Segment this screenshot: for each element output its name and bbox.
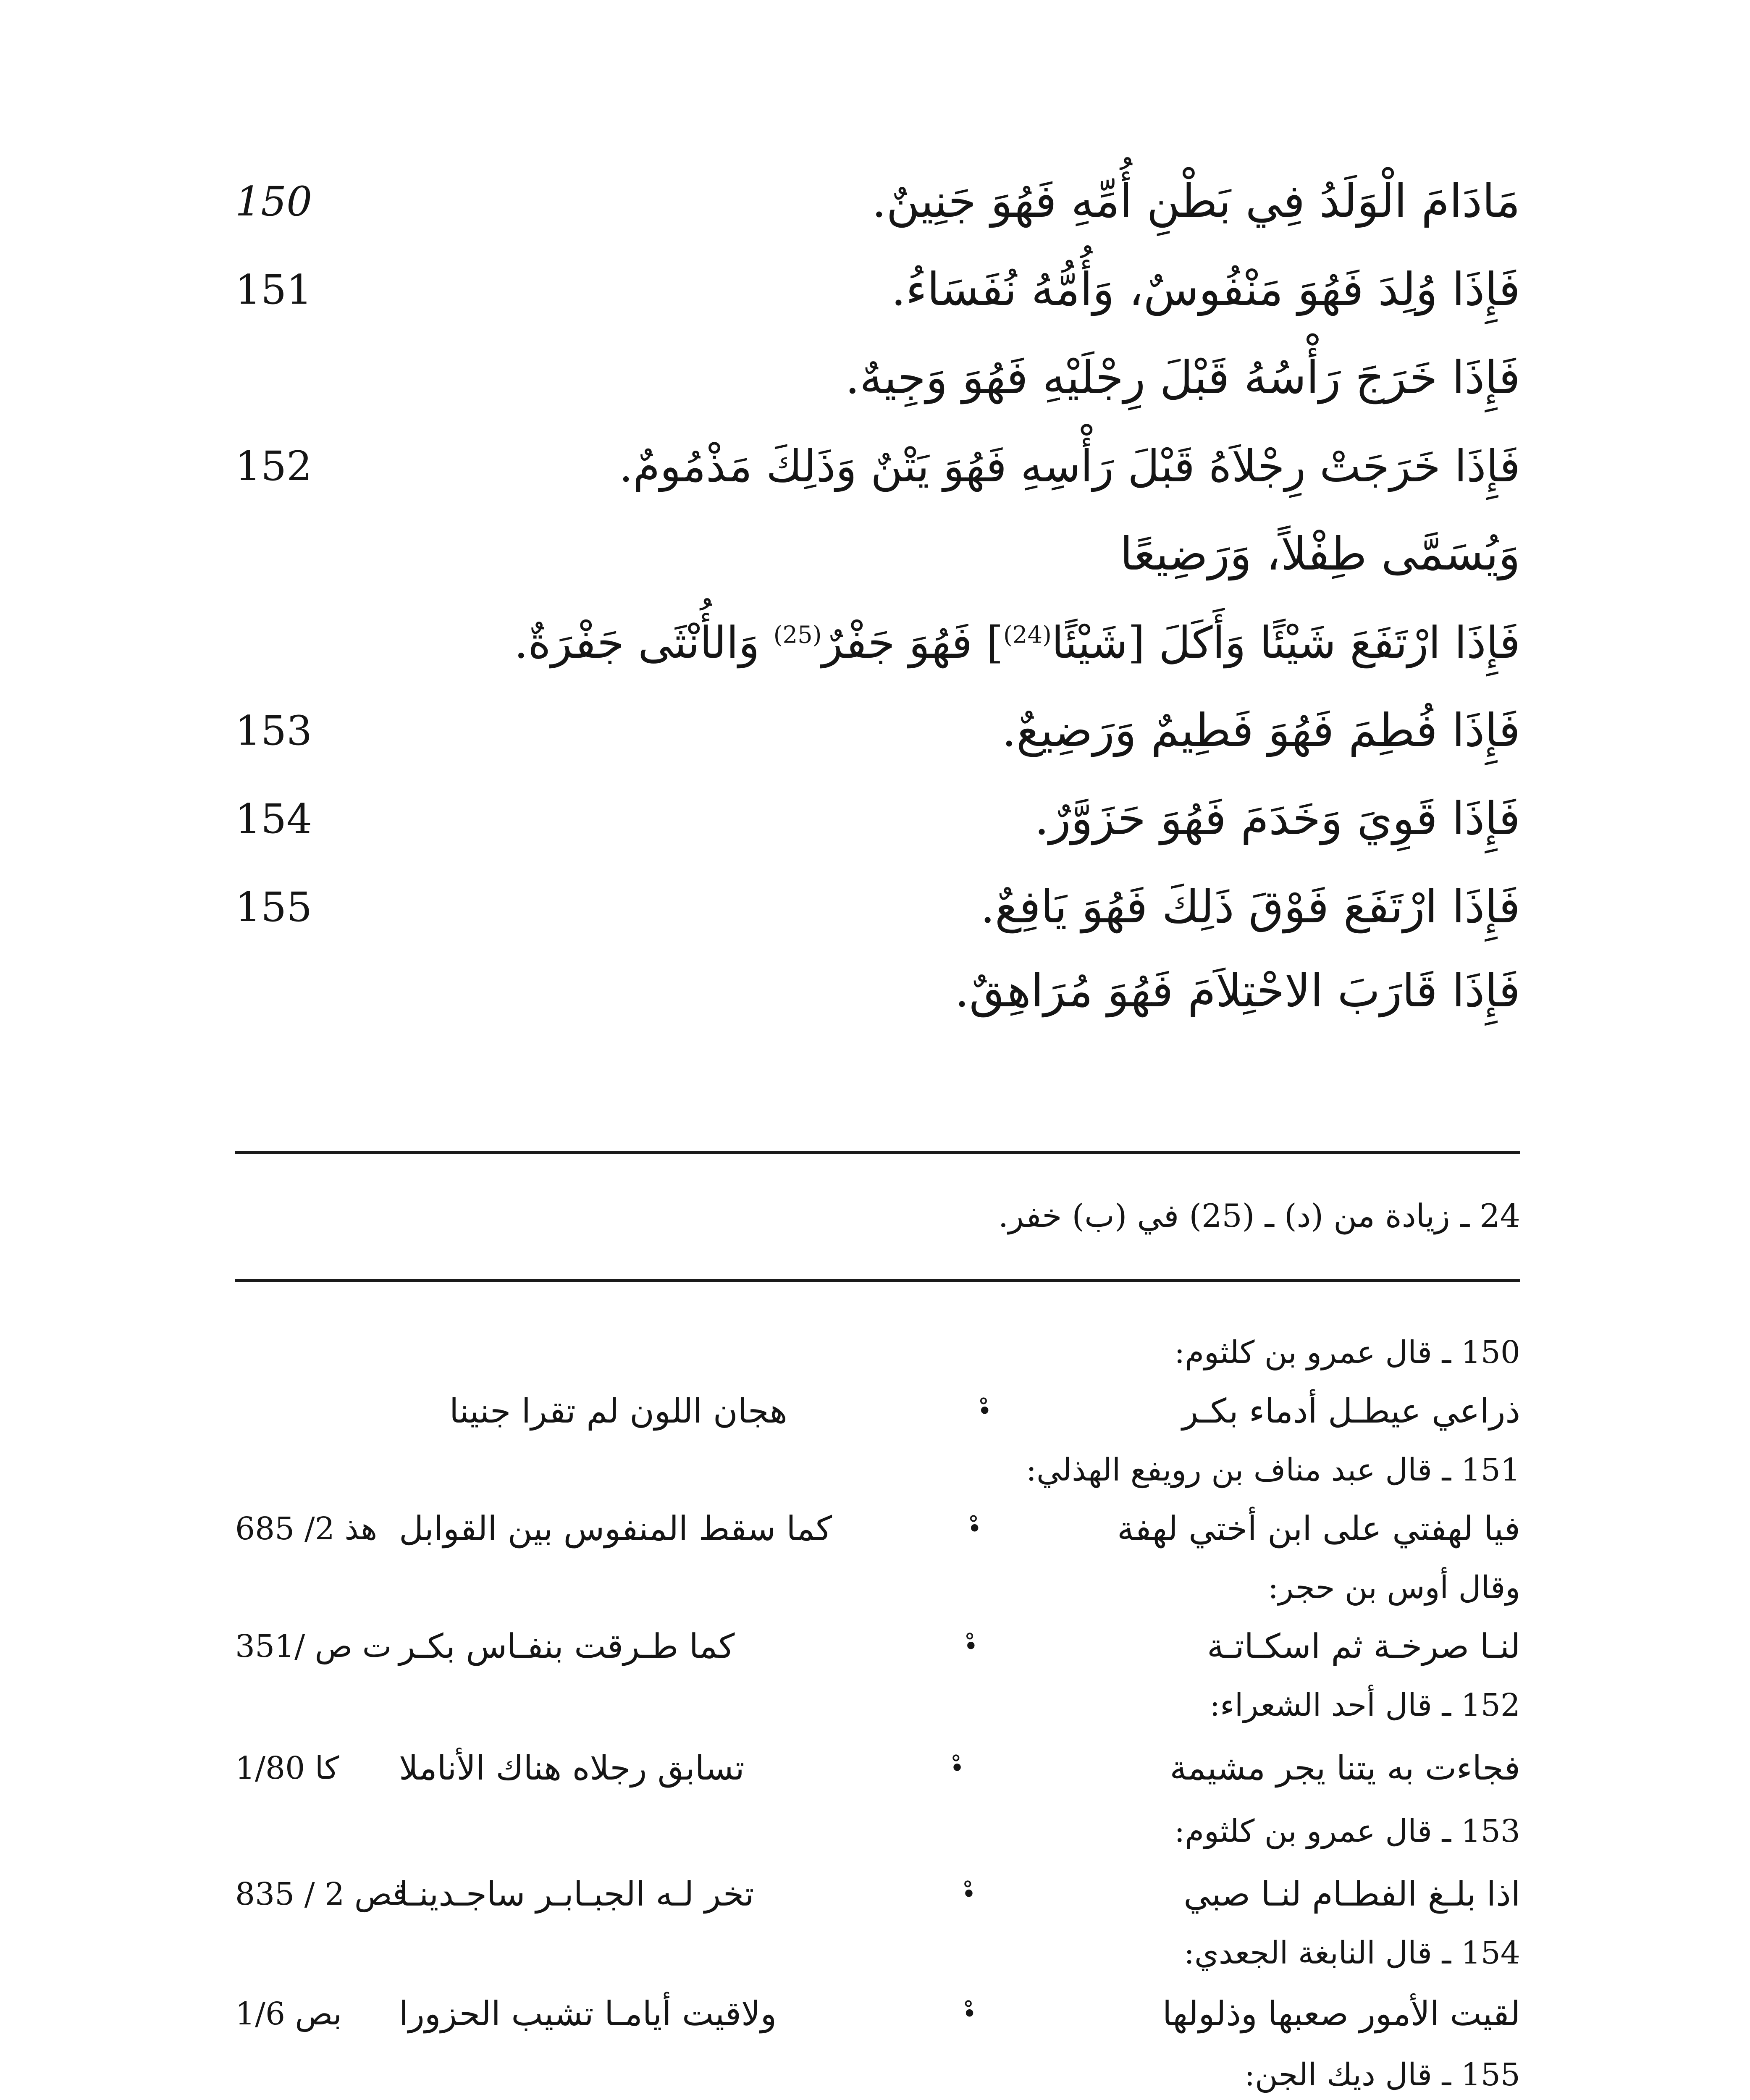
main-text-line [235,777,1520,861]
main-text-part: ] فَهُوَ جَفْرٌ [821,617,1003,668]
verse-reference: كا 1/80 [235,1750,339,1786]
verse-first-hemistich: لنـا صرخـة ثم اسكـاتـة [1207,1627,1520,1666]
commentary-verse [235,1865,1520,1924]
line-number: 151 [235,266,312,313]
main-text-arabic: وَيُسَمَّى طِفْلاً، وَرَضِيعًا [1120,528,1520,580]
main-text-arabic: مَادَامَ الْوَلَدُ فِي بَطْنِ أُمِّهِ فَهُوَ جَنِينٌ. [872,175,1520,228]
verse-hemistichs [399,1499,1520,1558]
verse-reference: بص 1/6 [235,1996,342,2032]
verse-second-hemistich: كما سقط المنفوس بين القوابل [399,1509,832,1548]
main-text-line [235,512,1520,596]
main-text-line [235,865,1520,949]
footnote-separator-rule [235,1151,1520,1154]
commentary-verse [235,1739,1520,1798]
commentary-heading: 151 ـ قال عبد مناف بن رويفع الهذلي: [1026,1452,1520,1488]
verse-separator: •ْ [967,1514,982,1544]
main-text-part: وَالأُنْثَى جَفْرَةٌ. [514,617,774,668]
footnote-marker-25[interactable]: (25) [773,621,822,649]
commentary-heading: 155 ـ قال ديك الجن: [1244,2057,1520,2093]
commentary-heading: 152 ـ قال أحد الشعراء: [1210,1687,1520,1723]
main-text-arabic: فَإِذَا ارْتَفَعَ فَوْقَ ذَلِكَ فَهُوَ يَافِعٌ. [980,881,1520,933]
main-text-part: فَإِذَا ارْتَفَعَ شَيْئًا وَأَكَلَ [شَيْئًا [1051,617,1520,668]
footnote: 24 ـ زيادة من (د) ـ (25) في (ب) خفر. [998,1197,1520,1234]
verse-reference: هذ 2/ 685 [235,1511,378,1547]
verse-first-hemistich: اذا بلـغ الفطـام لنـا صبي [1183,1874,1520,1914]
commentary-verse [235,1617,1520,1676]
verse-reference: قص 2 / 835 [235,1876,407,1912]
commentary-heading: 150 ـ قال عمرو بن كلثوم: [1174,1334,1520,1370]
verse-reference: ت ص /351 [235,1628,392,1664]
verse-separator: •ْ [950,1754,965,1783]
commentary-verse [235,1499,1520,1558]
main-text-arabic: فَإِذَا قَوِيَ وَخَدَمَ فَهُوَ حَزَوَّرٌ. [1034,793,1520,845]
line-number: 153 [235,707,312,754]
main-text-line [235,248,1520,332]
line-number: 150 [235,178,312,225]
verse-hemistichs [399,1617,1520,1676]
main-text-arabic: فَإِذَا خَرَجَ رَأْسُهُ قَبْلَ رِجْلَيْهِ فَهُوَ وَجِيهٌ. [845,352,1520,404]
main-text-line [235,336,1520,420]
verse-first-hemistich: لقيت الأمور صعبها وذلولها [1162,1994,1520,2033]
line-number: 155 [235,884,312,931]
main-text-arabic: فَإِذَا وُلِدَ فَهُوَ مَنْفُوسٌ، وَأُمُّهُ نُفَسَاءُ. [891,263,1520,316]
commentary-verse [235,1984,1520,2043]
main-text-line [235,949,1520,1033]
line-number: 152 [235,443,312,490]
verse-second-hemistich: كما طـرقت بنفـاس بكـر [399,1627,735,1666]
commentary-heading: 154 ـ قال النابغة الجعدي: [1184,1935,1520,1971]
footnote-marker-24[interactable]: (24) [1003,621,1052,649]
verse-first-hemistich: ذراعي عيطـل أدماء بكـر [1182,1391,1520,1431]
main-text-line [235,160,1520,244]
verse-separator: •ْ [962,1999,977,2029]
commentary-heading: وقال أوس بن حجر: [1268,1570,1520,1606]
verse-hemistichs [449,1382,1520,1441]
verse-first-hemistich: فجاءت به يتنا يجر مشيمة [1170,1748,1520,1788]
main-text-arabic [514,601,1520,685]
verse-hemistichs [399,1739,1520,1798]
verse-hemistichs [399,1865,1520,1924]
verse-second-hemistich: هجان اللون لم تقرا جنينا [449,1391,787,1431]
commentary-heading: 153 ـ قال عمرو بن كلثوم: [1174,1813,1520,1849]
verse-first-hemistich: فيا لهفتي على ابن أختي لهفة [1117,1509,1520,1548]
main-text-arabic: فَإِذَا قَارَبَ الاحْتِلاَمَ فَهُوَ مُرَاهِقٌ. [955,965,1520,1017]
verse-second-hemistich: تخر لـه الجبـابـر ساجـدينـا [399,1874,754,1914]
line-number: 154 [235,795,312,843]
verse-second-hemistich: ولاقيت أيامـا تشيب الحزورا [399,1994,777,2033]
verse-separator: •ْ [961,1880,976,1909]
main-text-line [235,424,1520,508]
main-text-arabic: فَإِذَا خَرَجَتْ رِجْلاَهُ قَبْلَ رَأْسِهِ فَهُوَ يَتْنٌ وَذَلِكَ مَذْمُومٌ. [619,441,1520,492]
verse-separator: •ْ [977,1396,992,1426]
commentary-verse [235,1382,1520,1441]
verse-separator: •ْ [963,1632,979,1661]
verse-hemistichs [399,1984,1520,2043]
verse-second-hemistich: تسابق رجلاه هناك الأناملا [399,1748,745,1788]
main-text-arabic: فَإِذَا فُطِمَ فَهُوَ فَطِيمٌ وَرَضِيعٌ. [1002,704,1520,757]
main-text-line [235,601,1520,685]
commentary-separator-rule [235,1279,1520,1282]
main-text-line [235,689,1520,773]
